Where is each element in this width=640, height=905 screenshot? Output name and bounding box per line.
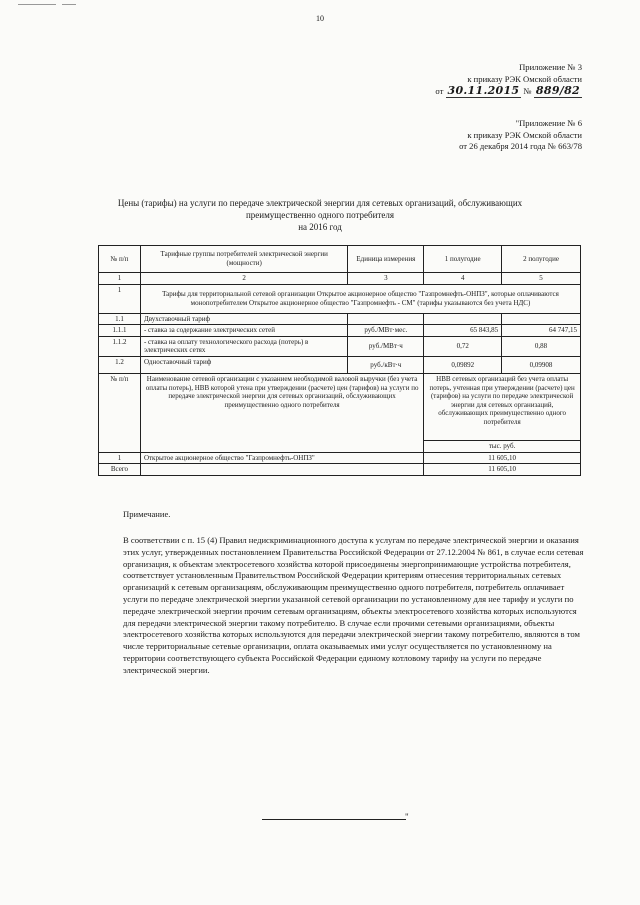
table-row: 1.2 Одноставочный тариф руб./кВт·ч 0,09892 0,09908: [99, 356, 581, 373]
nvv-header-value: НВВ сетевых организаций без учета оплаты потерь, учтенная при утверждении (расчете) цен (тарифов) на услуги по передаче электрической энергии для сетевых организаций, обслуживающих преимущественно одного потребителя: [424, 373, 581, 440]
nvv-unit: тыс. руб.: [424, 440, 581, 452]
table-row: 1.1.1 - ставка за содержание электрических сетей руб./МВт·мес. 65 843,85 64 747,15: [99, 325, 581, 337]
tariff-table: [98, 245, 581, 476]
table-row: 1 Открытое акционерное общество "Газпромнефть-ОНПЗ" 11 605,10: [99, 452, 581, 464]
table-row: 1 Тарифы для территориальной сетевой организации Открытое акционерное общество "Газпромнефть-ОНПЗ", которые оплачиваются монопотребителем Открытое акционерное общество "Газпромнефть - СМ" (тарифы указываются без учета НДС): [99, 284, 581, 313]
handwritten-date: 30.11.2015: [447, 84, 520, 97]
table-row: 1.1 Двухставочный тариф: [99, 313, 581, 325]
appendix-6-date: от 26 декабря 2014 года № 663/78: [459, 141, 582, 151]
closing-quote: ": [405, 812, 409, 822]
appendix-3-order: к приказу РЭК Омской области: [467, 73, 582, 84]
appendix-3-date-line: от 30.11.2015 № 889/82: [435, 84, 580, 97]
total-label: Всего: [99, 464, 141, 476]
appendix-3-title: Приложение № 3: [519, 62, 582, 72]
nvv-header-row: [99, 373, 581, 440]
appendix-6-order: к приказу РЭК Омской области: [467, 129, 582, 140]
header-num: № п/п: [99, 246, 141, 273]
handwritten-number: 889/82: [535, 84, 580, 97]
header-groups: Тарифные группы потребителей электрической энергии (мощности): [140, 246, 347, 273]
header-half2: 2 полугодие: [502, 246, 581, 273]
header-unit: Единица измерения: [348, 246, 424, 273]
appendix-6-header: [459, 118, 582, 153]
table-header-row: [99, 246, 581, 273]
table-row: 1.1.2 - ставка на оплату технологического расхода (потерь) в электрических сетях руб./МВт·ч 0,72 0,88: [99, 336, 581, 356]
signature-line: [262, 819, 406, 820]
territorial-tariff-description: Тарифы для территориальной сетевой организации Открытое акционерное общество "Газпромнефть-ОНПЗ", которые оплачиваются монопотребителем Открытое акционерное общество "Газпромнефть - СМ" (тарифы указываются без учета НДС): [140, 284, 580, 313]
scan-artifact: [62, 4, 76, 5]
note-title: Примечание.: [123, 509, 171, 519]
nvv-header-num: № п/п: [99, 373, 141, 452]
note-text: В соответствии с п. 15 (4) Правил недискриминационного доступа к услугам по передаче электрической энергии и оказания этих услуг, утвержденных постановлением Правительства Российской Федерации от 27.12.2004 № 861, в случае если сетевая организация, к объектам электросетевого хозяйства которой присоединены энергопринимающие устройства потребителя, соответствует установленным Правительством Российской Федерации критериям отнесения территориальных сетевых организаций к сетевым организациям, обслуживающим преимущественно одного потребителя, потребитель оплачивает услуги по передаче электрической энергии указанной сетевой организации по установленному для нее тарифу и услуги по передаче электрической энергии прочим сетевым организациям, объекты электросетевого хозяйства которых используются для передачи электрической энергии такому потребителю. В случае если прочими сетевыми организациями, объекты электросетевого хозяйства которых используются для передачи электрической энергии такому потребителю, являются в том числе территориальные сетевые организации, оплата оказываемых ими услуг осуществляется по установленному на территории соответствующего субъекта Российской Федерации единому котловому тарифу на услуги по передаче электрической энергии.: [123, 535, 584, 675]
document-title: Цены (тарифы) на услуги по передаче электрической энергии для сетевых организаций, обслуживающих преимущественно одного потребителя на 2016 год: [117, 198, 523, 232]
nvv-header-name: Наименование сетевой организации с указанием необходимой валовой выручки (без учета оплаты потерь), НВВ которой утена при утверждении (расчете) цен (тарифов) на услуги по передаче электрической энергии для сетевых организаций, обслуживающих преимущественно одного потребителя: [140, 373, 423, 452]
column-index-row: 1 2 3 4 5: [99, 273, 581, 285]
table-row: [99, 464, 581, 476]
header-half1: 1 полугодие: [424, 246, 502, 273]
total-value: 11 605,10: [424, 464, 581, 476]
appendix-6-title: "Приложение № 6: [515, 118, 582, 128]
page-number: 10: [316, 14, 324, 23]
appendix-3-header: [435, 62, 582, 98]
scan-artifact: [18, 4, 56, 5]
